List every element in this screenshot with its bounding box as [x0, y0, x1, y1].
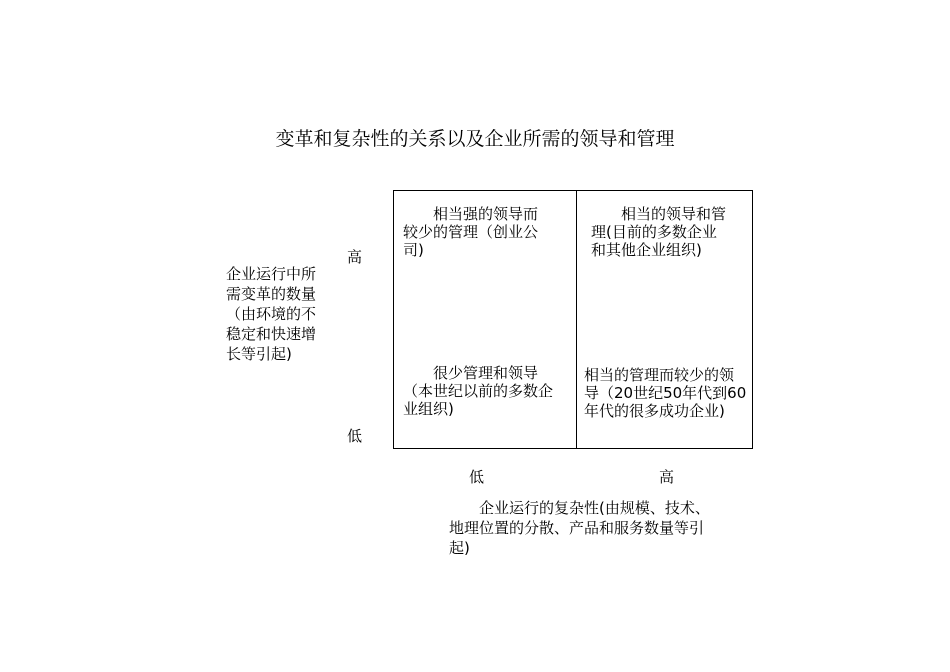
quadrant-bottom-right: 相当的管理而较少的领 导（20世纪50年代到60 年代的很多成功企业): [584, 366, 747, 420]
y-axis-label: 企业运行中所需变革的数量（由环境的不稳定和快速增长等引起): [226, 265, 317, 363]
matrix-divider: [576, 191, 577, 448]
x-axis-label: 企业运行的复杂性(由规模、技术、 地理位置的分散、产品和服务数量等引 起): [449, 499, 710, 557]
y-axis-low-label: 低: [347, 427, 363, 445]
quadrant-matrix: [393, 190, 753, 449]
x-axis-high-label: 高: [659, 468, 675, 486]
quadrant-top-right: 相当的领导和管 理(目前的多数企业 和其他企业组织): [591, 205, 727, 259]
quadrant-top-left: 相当强的领导而 较少的管理（创业公 司): [403, 205, 539, 259]
y-axis-high-label: 高: [347, 248, 363, 266]
quadrant-bottom-left: 很少管理和领导 （本世纪以前的多数企 业组织): [403, 364, 554, 418]
x-axis-low-label: 低: [469, 468, 485, 486]
diagram-title: 变革和复杂性的关系以及企业所需的领导和管理: [275, 128, 675, 150]
